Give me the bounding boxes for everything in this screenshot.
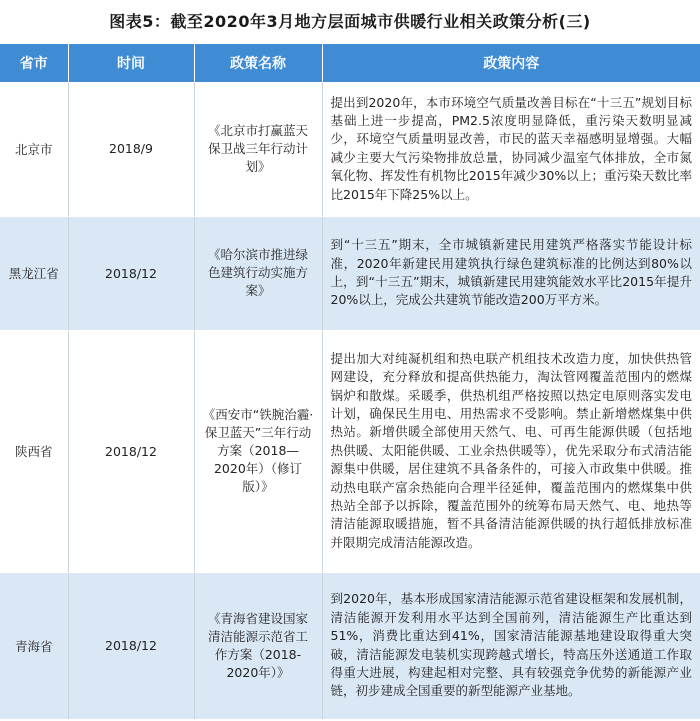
cell-province: 黑龙江省 <box>0 216 68 330</box>
table-row <box>0 82 700 216</box>
table-row <box>0 330 700 572</box>
cell-time: 2018/12 <box>68 216 194 330</box>
cell-policy-name: 《哈尔滨市推进绿色建筑行动实施方案》 <box>194 216 322 330</box>
table-row <box>0 216 700 330</box>
cell-province: 青海省 <box>0 572 68 719</box>
cell-policy-content: 提出加大对纯凝机组和热电联产机组技术改造力度，加快供热管网建设，充分释放和提高供热能力，淘汰管网覆盖范围内的燃煤锅炉和散煤。采暖季，供热机组严格按照以热定电原则落实发电计划，确保民生用电、用热需求不受影响。禁止新增燃煤集中供热站。新增供暖全部使用天然气、电、可再生能源供暖（包括地热供暖、太阳能供暖、工业余热供暖等），优先采取分布式清洁能源集中供暖，居住建筑不具备条件的，可接入市政集中供暖。推动热电联产富余热能向合理半径延伸，覆盖范围内的燃煤集中供热站全部予以拆除，覆盖范围外的统筹布局天然气、电、地热等清洁能源取暖措施，暂不具备清洁能源供暖的执行超低排放标准并限期完成清洁能源改造。 <box>322 330 700 572</box>
policy-table <box>0 44 700 720</box>
cell-policy-content: 提出到2020年，本市环境空气质量改善目标在“十三五”规划目标基础上进一步提高，PM2.5浓度明显降低，重污染天数明显减少，环境空气质量明显改善，市民的蓝天幸福感明显增强。大幅减少主要大气污染物排放总量，协同减少温室气体排放，全市氮氧化物、挥发性有机物比2015年减少30%以上；重污染天数比率比2015年下降25%以上。 <box>322 82 700 216</box>
table-header-row <box>0 44 700 82</box>
cell-province: 陕西省 <box>0 330 68 572</box>
cell-province: 北京市 <box>0 82 68 216</box>
cell-policy-name: 《西安市“铁腕治霾·保卫蓝天”三年行动方案（2018—2020年）（修订版）》 <box>194 330 322 572</box>
header-policy-name: 政策名称 <box>194 44 322 82</box>
cell-time: 2018/9 <box>68 82 194 216</box>
header-province: 省市 <box>0 44 68 82</box>
cell-time: 2018/12 <box>68 330 194 572</box>
chart-title: 图表5：截至2020年3月地方层面城市供暖行业相关政策分析(三) <box>109 12 591 31</box>
cell-policy-name: 《北京市打赢蓝天保卫战三年行动计划》 <box>194 82 322 216</box>
header-time: 时间 <box>68 44 194 82</box>
cell-policy-name: 《青海省建设国家清洁能源示范省工作方案（2018-2020年）》 <box>194 572 322 719</box>
cell-policy-content: 到“十三五”期末，全市城镇新建民用建筑严格落实节能设计标准，2020年新建民用建筑执行绿色建筑标准的比例达到80%以上，到“十三五”期末，城镇新建民用建筑能效水平比2015年提升20%以上，完成公共建筑节能改造200万平方米。 <box>322 216 700 330</box>
cell-time: 2018/12 <box>68 572 194 719</box>
cell-policy-content: 到2020年，基本形成国家清洁能源示范省建设框架和发展机制，清洁能源开发利用水平达到全国前列，清洁能源生产比重达到51%，消费比重达到41%，国家清洁能源基地建设取得重大突破，清洁能源发电装机实现跨越式增长，特高压外送通道工作取得重大进展，构建起相对完整、具有较强竞争优势的新能源产业链，初步建成全国重要的新型能源产业基地。 <box>322 572 700 719</box>
header-policy-content: 政策内容 <box>322 44 700 82</box>
table-row <box>0 572 700 719</box>
